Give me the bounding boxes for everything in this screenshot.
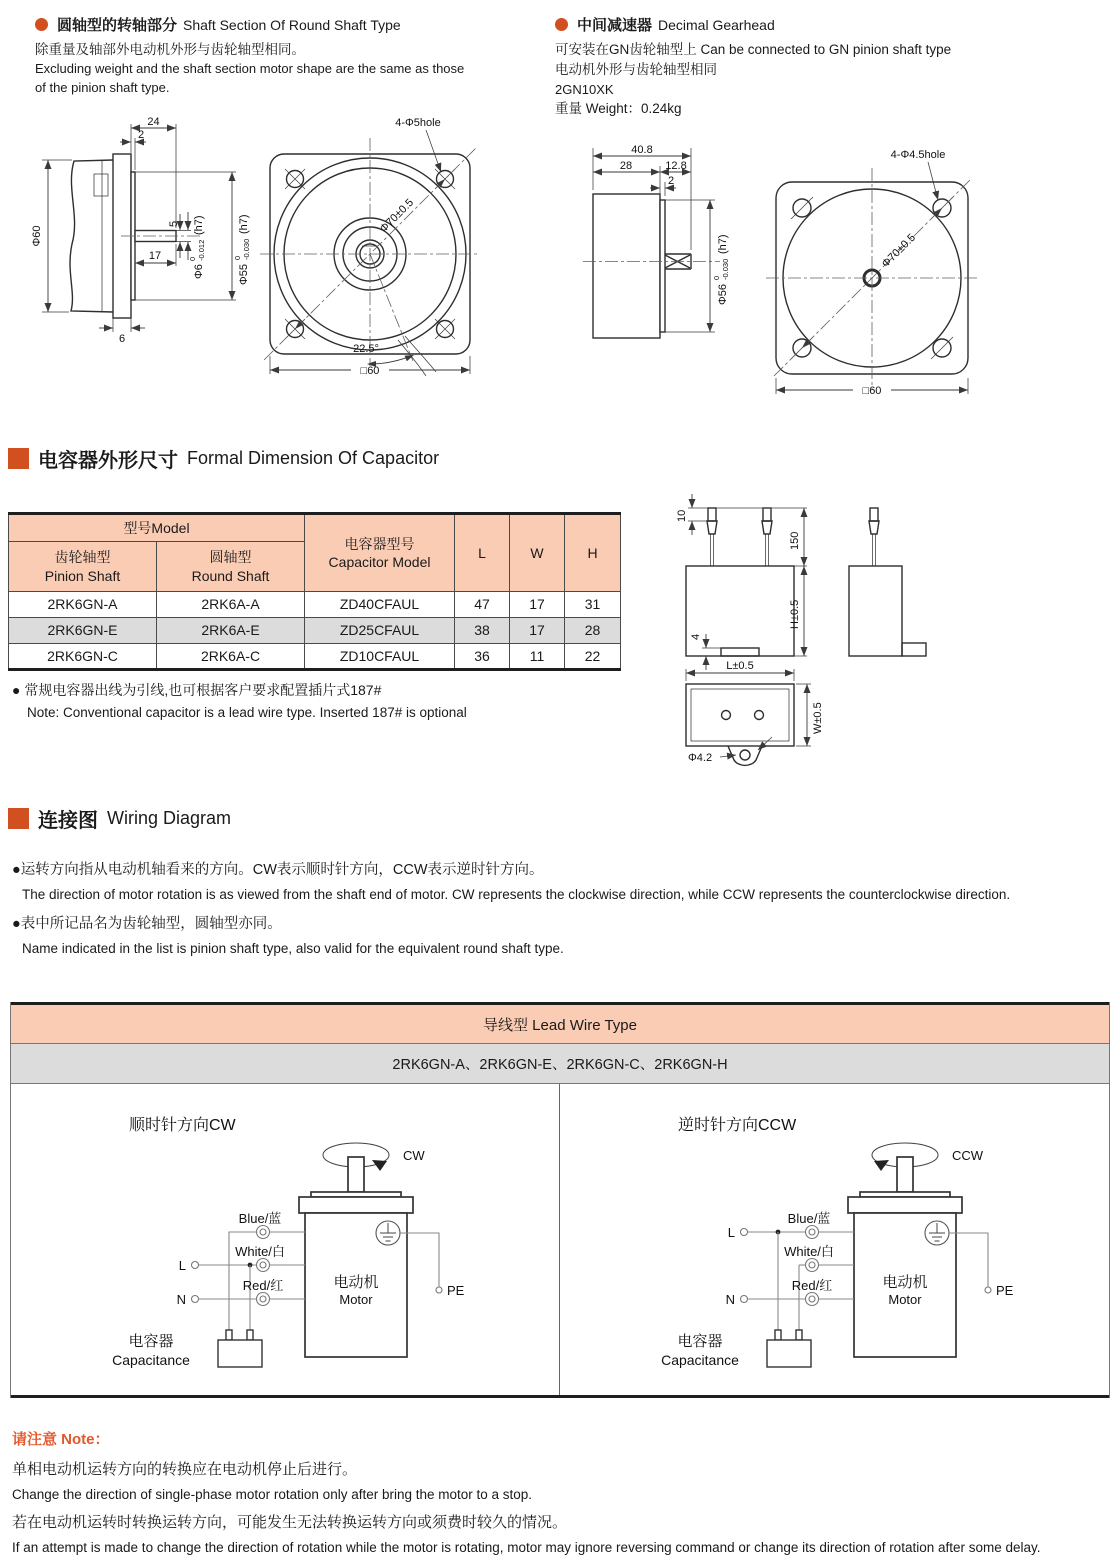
section-title-en: Formal Dimension Of Capacitor: [187, 448, 440, 468]
capacitor-label-zh: 电容器: [677, 1333, 723, 1350]
orange-square-icon: [8, 448, 29, 469]
orange-bullet-icon: [555, 18, 568, 31]
gearhead-front-view-drawing: [756, 146, 1001, 398]
dim-150: [716, 508, 807, 566]
cell-h: 28: [565, 618, 621, 644]
desc-zh: 除重量及轴部外电动机外形与齿轮轴型相同。: [35, 42, 305, 57]
dim-d6-suffix: (h7): [193, 215, 205, 235]
motor-label-en: Motor: [339, 1292, 373, 1307]
table-row: [9, 592, 621, 618]
red-wire-label: Red/红: [791, 1278, 833, 1293]
line2: 电动机外形与齿轮轴型相同: [555, 62, 717, 78]
dim-d56-tol-top: 0: [712, 275, 721, 280]
th-round-shaft: [157, 542, 305, 592]
dim-2-label: 2: [667, 175, 675, 187]
cap-note-zh: ● 常规电容器出线为引线,也可根据客户要求配置插片式187#: [12, 682, 382, 698]
dim-28-label: 28: [619, 160, 633, 172]
title-en: Shaft Section Of Round Shaft Type: [183, 16, 401, 33]
line3: 2GN10XK: [555, 81, 614, 97]
ccw-title: 逆时针方向CCW: [678, 1117, 797, 1134]
table-row: [9, 644, 621, 670]
cell-l: 47: [455, 592, 510, 618]
ccw-direction-label: CCW: [952, 1148, 984, 1163]
th-round-zh: 圆轴型: [209, 549, 252, 566]
angle-dim: [353, 254, 414, 367]
th-pinion-zh: 齿轮轴型: [54, 549, 111, 566]
cell-cap: ZD40CFAUL: [305, 592, 455, 618]
cell-l: 36: [455, 644, 510, 670]
dim-6-label: 6: [118, 333, 126, 345]
cell-w: 17: [510, 618, 565, 644]
dim-12-8-label: 12.8: [665, 160, 687, 172]
pe-label: PE: [996, 1283, 1014, 1298]
desc-en1: Excluding weight and the shaft section motor shape are the same as those: [35, 61, 465, 77]
dim-17: [135, 244, 176, 266]
white-wire: [192, 1259, 306, 1331]
header-right-block: [555, 14, 1115, 120]
motor-label-zh: 电动机: [882, 1274, 928, 1291]
cap-note-en: Note: Conventional capacitor is a lead wire type. Inserted 187# is optional: [27, 705, 467, 720]
blue-wire-label: Blue/蓝: [238, 1211, 282, 1226]
dim-150-label: 150: [789, 531, 801, 550]
cw-title: 顺时针方向CW: [129, 1117, 236, 1134]
capacitor-label-en: Capacitance: [661, 1352, 739, 1368]
line4: 重量 Weight：0.24kg: [555, 101, 682, 117]
title-en: Decimal Gearhead: [658, 16, 775, 33]
orange-bullet-icon: [35, 18, 48, 31]
dim-d55-tol-bot: -0.030: [242, 238, 251, 260]
dim-l: [686, 660, 794, 681]
dim-d56-label: Φ56: [717, 283, 729, 305]
footer-note-block: [12, 1428, 1108, 1555]
th-l: L: [455, 514, 510, 592]
white-wire-label: White/白: [235, 1244, 285, 1259]
round-shaft-section-title: [35, 14, 535, 35]
round-shaft-front-view-drawing: [248, 112, 493, 382]
n-terminal-label: N: [725, 1292, 735, 1307]
title-zh: 中间减速器: [577, 17, 653, 34]
dim-d56: [665, 200, 730, 332]
dim-17-label: 17: [148, 250, 162, 262]
wiring-note2-zh: ●表中所记品名为齿轮轴型，圆轴型亦同。: [12, 916, 282, 932]
th-w: W: [510, 514, 565, 592]
dim-h: [789, 566, 807, 656]
red-wire: [741, 1293, 855, 1306]
dim-4-label: 4: [690, 633, 702, 640]
title-zh: 圆轴型的转轴部分: [57, 17, 178, 34]
dim-d55-label: Φ55: [238, 263, 250, 285]
dim-d42-label: Φ4.2: [688, 752, 713, 764]
cw-wiring-diagram: [11, 1084, 559, 1395]
dim-6: [99, 318, 145, 345]
dim-10: [676, 494, 708, 535]
motor-label-en: Motor: [888, 1292, 922, 1307]
wiring-diagrams-row: [11, 1084, 1109, 1398]
th-h: H: [565, 514, 621, 592]
motor-label-zh: 电动机: [333, 1274, 379, 1291]
decimal-gearhead-title: [555, 14, 1115, 35]
cell-pinion: 2RK6GN-A: [9, 592, 157, 618]
orange-square-icon: [8, 808, 29, 829]
capacitor-symbol: [218, 1330, 262, 1367]
capacitor-front-view: [686, 508, 794, 656]
blue-wire-label: Blue/蓝: [787, 1211, 831, 1226]
footer-line2-en: If an attempt is made to change the direction of rotation while the motor is rotating, motor may ignore reversing command or change its direction of rotation after some delay.: [12, 1540, 1041, 1555]
l-terminal-label: L: [178, 1258, 186, 1273]
red-wire: [192, 1293, 306, 1306]
capacitor-dimension-drawing: [664, 488, 954, 780]
holes-label: 4-Φ5hole: [395, 117, 441, 129]
capacitor-section-header: [8, 444, 439, 473]
model-list-row: 2RK6GN-A、2RK6GN-E、2RK6GN-C、2RK6GN-H: [11, 1044, 1109, 1084]
cell-round: 2RK6A-C: [157, 644, 305, 670]
wiring-notes: [12, 858, 1108, 966]
wiring-note1-zh: ●运转方向指从电动机轴看来的方向。CW表示顺时针方向，CCW表示逆时针方向。: [12, 862, 544, 878]
th-pinion-en: Pinion Shaft: [44, 567, 121, 584]
cw-diagram-cell: [11, 1084, 560, 1395]
dim-2-label: 2: [137, 129, 145, 141]
wiring-note1-en: The direction of motor rotation is as viewed from the shaft end of motor. CW represents the clockwise direction, while CCW represents the counterclockwise direction.: [22, 887, 1011, 902]
table-row: [9, 618, 621, 644]
dim-10-label: 10: [676, 509, 688, 522]
pe-label: PE: [447, 1283, 465, 1298]
capacitor-label-zh: 电容器: [128, 1333, 174, 1350]
gearhead-body-outline: [583, 194, 720, 338]
cell-w: 11: [510, 644, 565, 670]
square-dim: [776, 378, 968, 397]
motor-outline: [299, 1157, 413, 1357]
cell-w: 17: [510, 592, 565, 618]
dim-w: [796, 684, 824, 746]
th-round-en: Round Shaft: [191, 567, 270, 584]
footer-line1-en: Change the direction of single-phase motor rotation only after bring the motor to a stop.: [12, 1487, 533, 1502]
capacitor-side-view: [849, 508, 926, 656]
capacitor-label-en: Capacitance: [112, 1352, 190, 1368]
dim-d60-label: Φ60: [31, 225, 43, 247]
dim-24-label: 24: [147, 116, 160, 128]
section-title-en: Wiring Diagram: [107, 808, 232, 828]
wiring-section-header: [8, 804, 231, 833]
cell-cap: ZD10CFAUL: [305, 644, 455, 670]
gearhead-side-view-drawing: [558, 138, 783, 363]
dim-5-label: 5: [168, 220, 180, 227]
ccw-wiring-diagram: [560, 1084, 1108, 1395]
bolt-circle-label: Φ70±0.5: [879, 231, 919, 271]
cell-cap: ZD25CFAUL: [305, 618, 455, 644]
dim-28: [593, 160, 660, 196]
desc-en2: of the pinion shaft type.: [35, 80, 170, 96]
n-terminal-label: N: [176, 1292, 186, 1307]
red-wire-label: Red/红: [242, 1278, 284, 1293]
footer-line2-zh: 若在电动机运转时转换运转方向，可能发生无法转换运转方向或须费时较久的情况。: [12, 1514, 568, 1531]
dim-l-label: L±0.5: [726, 660, 754, 672]
dim-d60: [31, 160, 72, 312]
bolt-circle-label: Φ70±0.5: [377, 196, 417, 236]
l-terminal-label: L: [727, 1225, 735, 1240]
dim-w-label: W±0.5: [812, 702, 824, 734]
th-model: 型号Model: [9, 514, 305, 542]
dim-d56-tol-bot: -0.030: [721, 258, 730, 280]
square-label: □60: [360, 365, 380, 377]
dim-40-8-label: 40.8: [631, 144, 653, 156]
cell-round: 2RK6A-A: [157, 592, 305, 618]
cell-pinion: 2RK6GN-E: [9, 618, 157, 644]
line1: 可安装在GN齿轮轴型上 Can be connected to GN pinion shaft type: [555, 42, 952, 57]
square-label: □60: [862, 385, 882, 397]
dim-12-8: [660, 160, 691, 172]
cell-h: 31: [565, 592, 621, 618]
dim-4: [690, 634, 721, 670]
dim-h-label: H±0.5: [789, 599, 801, 629]
header-left-block: [35, 14, 535, 98]
round-shaft-side-view-drawing: [28, 116, 258, 351]
cell-pinion: 2RK6GN-C: [9, 644, 157, 670]
dim-d56-suffix: (h7): [717, 234, 729, 254]
cell-l: 38: [455, 618, 510, 644]
th-pinion-shaft: [9, 542, 157, 592]
cell-h: 22: [565, 644, 621, 670]
th-cap-zh: 电容器型号: [344, 535, 415, 552]
dim-d6-label: Φ6: [193, 264, 205, 279]
dim-2: [650, 175, 676, 196]
capacitor-symbol: [767, 1330, 811, 1367]
dim-d55-tol-top: 0: [233, 255, 242, 260]
lead-wire-type-table: [10, 1002, 1110, 1398]
capacitor-dimension-table: [8, 512, 621, 671]
dim-d55-suffix: (h7): [238, 214, 250, 234]
cw-direction-label: CW: [403, 1148, 425, 1163]
dim-d6-tol-bot: -0.012: [197, 239, 206, 261]
dim-d6-tol-top: 0: [188, 256, 197, 261]
motor-outline: [848, 1157, 962, 1357]
dim-d6: [176, 212, 206, 279]
ccw-diagram-cell: [560, 1084, 1108, 1395]
wiring-note2-en: Name indicated in the list is pinion shaft type, also valid for the equivalent round shaft type.: [22, 941, 564, 956]
angle-label: 22.5°: [353, 343, 379, 355]
section-title-zh: 电容器外形尺寸: [38, 450, 178, 472]
lead-wire-type-header: 导线型 Lead Wire Type: [11, 1002, 1109, 1044]
capacitor-note: [12, 680, 612, 720]
white-wire-label: White/白: [784, 1244, 834, 1259]
cell-round: 2RK6A-E: [157, 618, 305, 644]
footer-line1-zh: 单相电动机运转方向的转换应在电动机停止后进行。: [12, 1461, 358, 1478]
section-title-zh: 连接图: [38, 810, 98, 832]
footer-note-title: 请注意 Note：: [12, 1431, 110, 1448]
th-capacitor-model: [305, 514, 455, 592]
motor-body-outline: [70, 154, 200, 318]
holes-label: 4-Φ4.5hole: [890, 149, 946, 161]
th-cap-en: Capacitor Model: [328, 554, 431, 570]
